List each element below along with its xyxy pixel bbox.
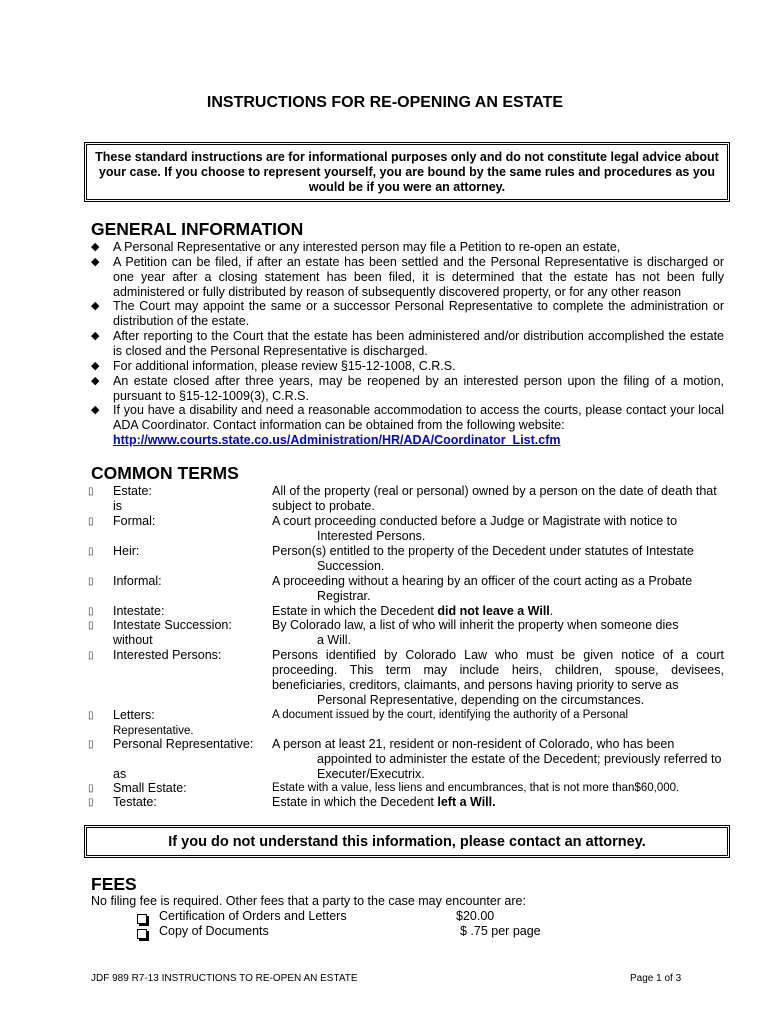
general-bullet-7-text: If you have a disability and need a reasonable accommodation to access the courts, please contact your local ADA Coordinator. Contact information can be obtained from the following website: <box>113 403 724 432</box>
checkbox-icon <box>137 926 147 944</box>
diamond-bullet-icon: ◆ <box>91 404 100 416</box>
definition-text-wrap-2: Executer/Executrix. <box>317 767 425 781</box>
term-label: Letters: <box>113 708 155 722</box>
definition-text-wrap: a Will. <box>317 633 352 647</box>
disclaimer-box <box>84 142 730 202</box>
definition-text: All of the property (real or personal) owned by a person on the date of death that <box>272 484 717 498</box>
definition-text-wrap: Registrar. <box>317 589 371 603</box>
general-information-heading: GENERAL INFORMATION <box>91 219 304 239</box>
def-formal <box>272 514 724 544</box>
term-heir: Heir: <box>113 544 140 558</box>
term-label-wrap: Representative. <box>113 725 194 737</box>
diamond-bullet-icon: ◆ <box>91 375 100 387</box>
square-bullet-icon: ▯ <box>88 546 94 557</box>
definition-text: A court proceeding conducted before a Judge or Magistrate with notice to <box>272 514 678 528</box>
def-small-estate: Estate with a value, less liens and encumbrances, that is not more than$60,000. <box>272 782 680 794</box>
general-bullet-6: An estate closed after three years, may be reopened by an interested person upon the filing of a motion, pursuant to §15-12-1009(3), C.R.S. <box>113 374 724 403</box>
def-letters: A document issued by the court, identifying the authority of a Personal <box>272 709 629 721</box>
fee-amount-copies: $ .75 per page <box>460 924 541 938</box>
general-bullet-5: For additional information, please review §15-12-1008, C.R.S. <box>113 359 456 373</box>
disclaimer-text: These standard instructions are for informational purposes only and do not constitute legal advice about your case. If you choose to represent yourself, you are bound by the same rules and procedures as you would be if you were an attorney. <box>95 149 719 194</box>
term-letters <box>113 708 263 739</box>
term-label: Estate: <box>113 484 152 498</box>
term-interested-persons: Interested Persons: <box>113 648 222 662</box>
square-bullet-icon: ▯ <box>88 739 94 750</box>
definition-text: A person at least 21, resident or non-resident of Colorado, who has been <box>272 737 675 751</box>
square-bullet-icon: ▯ <box>88 576 94 587</box>
definition-text: By Colorado law, a list of who will inherit the property when someone dies <box>272 618 679 632</box>
definition-text: Estate in which the Decedent <box>272 604 438 618</box>
diamond-bullet-icon: ◆ <box>91 241 100 253</box>
term-label-wrap: without <box>113 633 153 647</box>
general-bullet-7 <box>113 403 724 448</box>
diamond-bullet-icon: ◆ <box>91 256 100 268</box>
def-personal-representative <box>272 737 724 782</box>
term-label-wrap: is <box>113 499 123 513</box>
fees-heading: FEES <box>91 874 137 894</box>
def-intestate <box>272 604 724 619</box>
contact-attorney-text: If you do not understand this information, please contact an attorney. <box>168 833 646 850</box>
definition-text: Person(s) entitled to the property of the Decedent under statutes of Intestate <box>272 544 694 558</box>
definition-text-wrap: Personal Representative, depending on the circumstances. <box>317 693 645 707</box>
square-bullet-icon: ▯ <box>88 486 94 497</box>
diamond-bullet-icon: ◆ <box>91 360 100 372</box>
definition-text-wrap: Succession. <box>317 559 385 573</box>
general-bullet-4: After reporting to the Court that the estate has been administered and/or distribution accomplished the estate is closed and the Personal Representative is discharged. <box>113 329 724 358</box>
fee-label-copies: Copy of Documents <box>159 924 269 938</box>
general-bullet-1: A Personal Representative or any interested person may file a Petition to re-open an estate, <box>113 240 621 254</box>
footer-form-id: JDF 989 R7-13 INSTRUCTIONS TO RE-OPEN AN ESTATE <box>91 973 358 984</box>
footer-page-number: Page 1 of 3 <box>630 973 682 984</box>
term-personal-representative <box>113 737 273 782</box>
fee-amount-certification: $20.00 <box>456 909 495 923</box>
square-bullet-icon: ▯ <box>88 606 94 617</box>
term-formal: Formal: <box>113 514 156 528</box>
general-bullet-3: The Court may appoint the same or a successor Personal Representative to complete the administration or distribution of the estate. <box>113 299 724 328</box>
definition-emphasis: did not leave a Will <box>437 604 550 618</box>
square-bullet-icon: ▯ <box>88 710 94 721</box>
definition-text-wrap: subject to probate. <box>272 499 375 513</box>
term-label-wrap: as <box>113 767 127 781</box>
definition-text-wrap: Interested Persons. <box>317 529 426 543</box>
term-testate: Testate: <box>113 795 157 809</box>
def-informal <box>272 574 724 604</box>
term-intestate-succession <box>113 618 263 648</box>
term-small-estate: Small Estate: <box>113 781 187 795</box>
general-bullet-2: A Petition can be filed, if after an estate has been settled and the Personal Representative is discharged or one year after a closing statement has been filed, it is determined that the estate has not been fully administered or fully distributed by reason of subsequently discovered property, or for any other reason <box>113 255 724 299</box>
definition-text-wrap: appointed to administer the estate of the Decedent; previously referred to <box>317 752 722 766</box>
term-intestate: Intestate: <box>113 604 165 618</box>
def-heir <box>272 544 724 574</box>
definition-text: Estate in which the Decedent <box>272 795 438 809</box>
def-testate <box>272 795 724 810</box>
square-bullet-icon: ▯ <box>88 797 94 808</box>
page-title: INSTRUCTIONS FOR RE-OPENING AN ESTATE <box>206 94 564 111</box>
term-label: Intestate Succession: <box>113 618 232 632</box>
term-informal: Informal: <box>113 574 162 588</box>
ada-coordinator-link[interactable]: http://www.courts.state.co.us/Administration/HR/ADA/Coordinator_List.cfm <box>113 433 561 447</box>
contact-attorney-box <box>84 825 730 858</box>
square-bullet-icon: ▯ <box>88 516 94 527</box>
common-terms-heading: COMMON TERMS <box>91 463 239 483</box>
diamond-bullet-icon: ◆ <box>91 330 100 342</box>
definition-emphasis: left a Will. <box>437 795 496 809</box>
definition-end: . <box>549 604 554 618</box>
definition-text: Persons identified by Colorado Law who must be given notice of a court proceeding. This term may include heirs, children, spouse, devisees, beneficiaries, creditors, claimants, and persons having priority to serve as <box>272 648 724 692</box>
definition-text: A proceeding without a hearing by an officer of the court acting as a Probate <box>272 574 693 588</box>
def-intestate-succession <box>272 618 724 648</box>
square-bullet-icon: ▯ <box>88 783 94 794</box>
diamond-bullet-icon: ◆ <box>91 300 100 312</box>
square-bullet-icon: ▯ <box>88 650 94 661</box>
def-interested-persons <box>272 648 724 708</box>
fees-intro: No filing fee is required. Other fees that a party to the case may encounter are: <box>91 894 526 908</box>
term-estate <box>113 484 263 514</box>
fee-label-certification: Certification of Orders and Letters <box>159 909 347 923</box>
term-label: Personal Representative: <box>113 737 254 751</box>
square-bullet-icon: ▯ <box>88 620 94 631</box>
def-estate <box>272 484 724 514</box>
